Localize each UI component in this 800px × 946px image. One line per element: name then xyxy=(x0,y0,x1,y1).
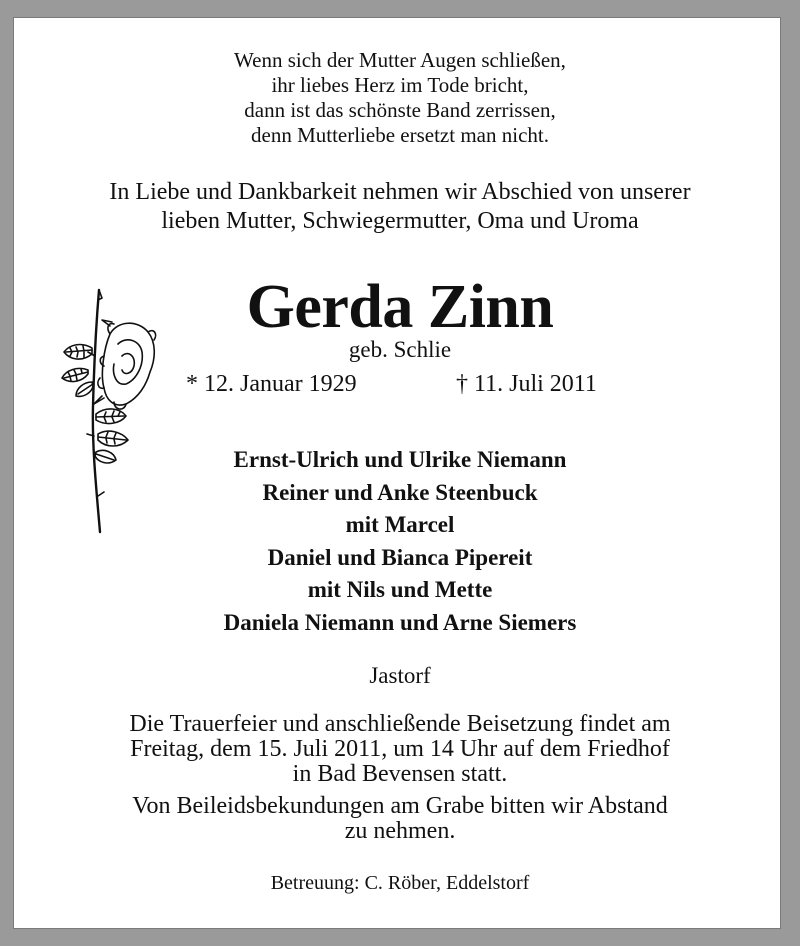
intro-line: lieben Mutter, Schwiegermutter, Oma und Uroma xyxy=(161,208,639,234)
funeral-home: Betreuung: C. Röber, Eddelstorf xyxy=(270,872,530,894)
poem-line: ihr liebes Herz im Tode bricht, xyxy=(271,73,529,97)
family-line: mit Marcel xyxy=(345,512,455,537)
funeral-line: in Bad Bevensen statt. xyxy=(292,761,508,787)
family-list xyxy=(0,444,800,639)
birth-date: * 12. Januar 1929 xyxy=(186,371,357,397)
death-date: † 11. Juli 2011 xyxy=(456,371,597,397)
condolence-line: Von Beileidsbekundungen am Grabe bitten wir Abstand xyxy=(132,793,668,819)
funeral-info xyxy=(0,712,800,787)
poem-line: denn Mutterliebe ersetzt man nicht. xyxy=(251,123,549,147)
condolence-line: zu nehmen. xyxy=(344,818,456,844)
intro-text xyxy=(0,178,800,236)
poem-line: Wenn sich der Mutter Augen schließen, xyxy=(234,48,566,72)
funeral-line: Freitag, dem 15. Juli 2011, um 14 Uhr auf dem Friedhof xyxy=(130,736,670,762)
family-line: Reiner und Anke Steenbuck xyxy=(262,479,538,505)
birth-name: geb. Schlie xyxy=(348,337,452,362)
place: Jastorf xyxy=(369,663,431,688)
deceased-name: Gerda Zinn xyxy=(246,273,554,341)
poem-line: dann ist das schönste Band zerrissen, xyxy=(244,98,556,122)
family-line: Ernst-Ulrich und Ulrike Niemann xyxy=(233,447,567,472)
condolence-note xyxy=(0,794,800,844)
family-line: Daniela Niemann und Arne Siemers xyxy=(223,609,577,635)
family-line: Daniel und Bianca Pipereit xyxy=(267,544,533,570)
funeral-line: Die Trauerfeier und anschließende Beisetzung findet am xyxy=(129,711,671,737)
intro-line: In Liebe und Dankbarkeit nehmen wir Abschied von unserer xyxy=(109,179,691,205)
poem xyxy=(0,48,800,148)
family-line: mit Nils und Mette xyxy=(307,577,493,602)
